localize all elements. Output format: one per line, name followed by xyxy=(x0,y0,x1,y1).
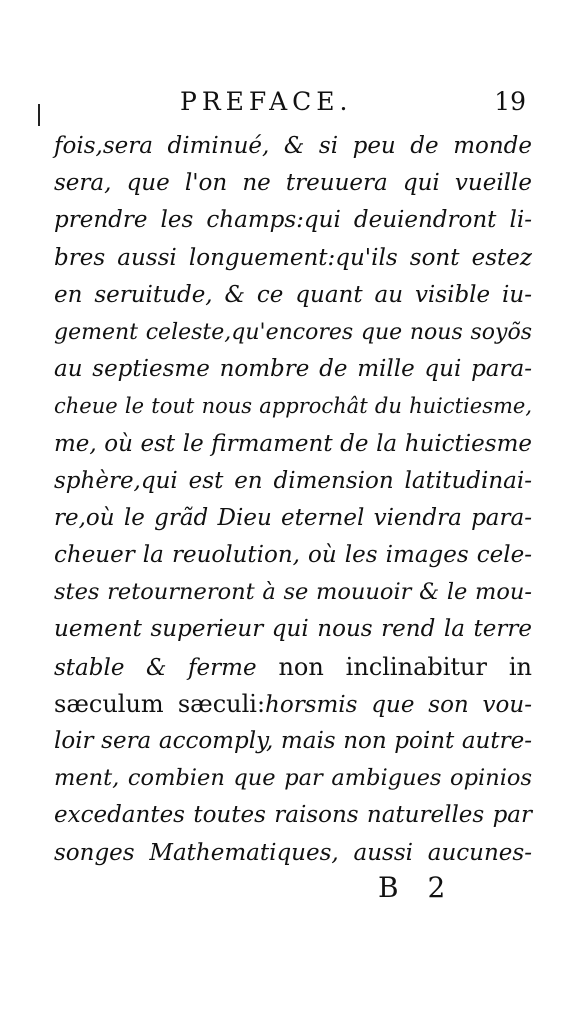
text-line: re,où le grãd Dieu eternel viendra para- xyxy=(54,504,532,531)
roman-run: non inclinabitur in xyxy=(256,652,532,681)
text-line: cheue le tout nous approchât du huictiesme, xyxy=(54,394,532,419)
running-head-title: PREFACE. xyxy=(180,87,353,116)
text-line: uement superieur qui nous rend la terre xyxy=(54,616,532,643)
text-line: songes Mathematiques, aussi aucunes- xyxy=(54,839,532,866)
running-head xyxy=(180,84,550,120)
text-line-mixed xyxy=(54,649,532,686)
body-text xyxy=(54,128,532,872)
text-line: stes retourneront à se mouuoir & le mou- xyxy=(54,579,532,606)
text-line: me, où est le firmament de la huictiesme xyxy=(54,430,532,457)
text-line: bres aussi longuement:qu'ils sont estez xyxy=(54,244,532,271)
margin-mark xyxy=(38,104,40,126)
text-line: excedantes toutes raisons naturelles par xyxy=(54,802,532,829)
text-line: cheuer la reuolution, où les images cele- xyxy=(54,542,532,569)
text-line: sera, que l'on ne treuuera qui vueille xyxy=(54,170,532,197)
italic-run: stable & ferme xyxy=(54,654,257,681)
roman-run: sæculum sæculi: xyxy=(54,689,266,718)
italic-run: horsmis que son vou- xyxy=(265,691,532,718)
text-line: sphère,qui est en dimension latitudinai- xyxy=(54,467,532,494)
text-line-mixed xyxy=(54,686,532,723)
text-line: prendre les champs:qui deuiendront li- xyxy=(54,207,532,234)
text-line: gement celeste,qu'encores que nous soyõs xyxy=(54,319,532,345)
text-line: en seruitude, & ce quant au visible iu- xyxy=(54,281,532,308)
text-line: ment, combien que par ambigues opinios xyxy=(54,765,532,792)
signature-mark: B 2 xyxy=(378,871,456,904)
text-line: loir sera accomply, mais non point autre- xyxy=(54,728,532,754)
page-number: 19 xyxy=(494,87,526,116)
text-line: fois,sera diminué, & si peu de monde xyxy=(54,133,532,159)
text-line: au septiesme nombre de mille qui para- xyxy=(54,356,532,383)
